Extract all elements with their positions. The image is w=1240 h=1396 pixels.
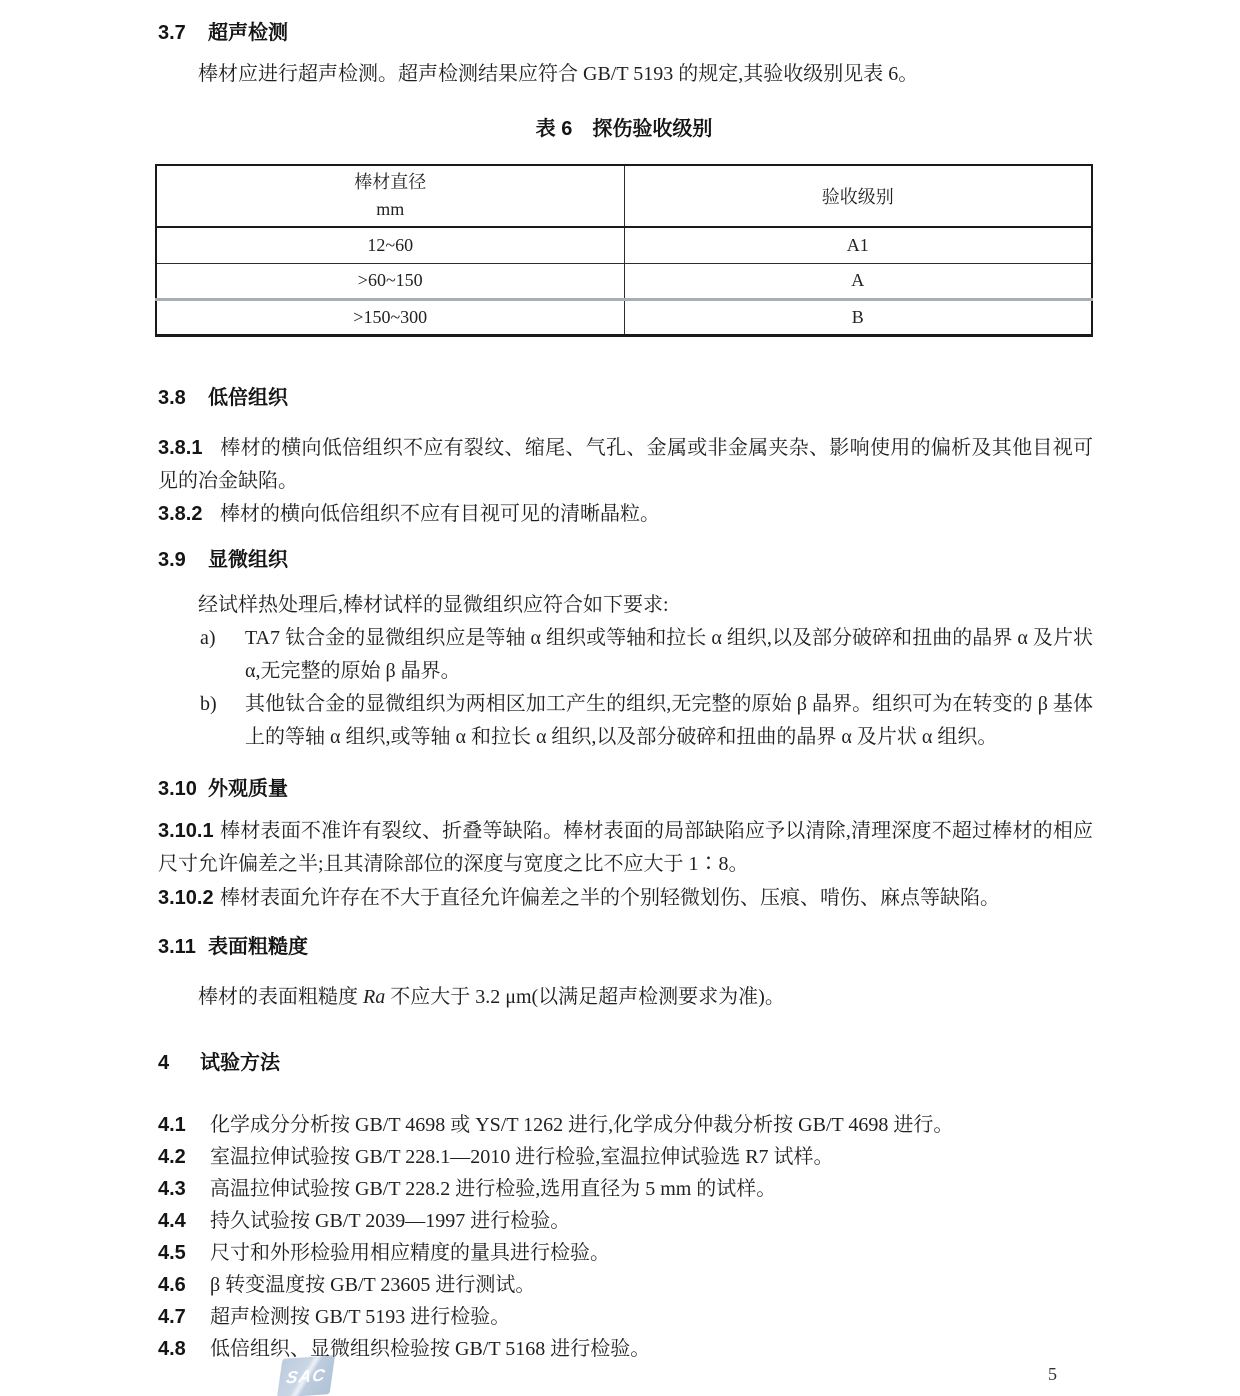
cell-grade: A1 (846, 234, 869, 255)
paragraph-3-9-intro: 经试样热处理后,棒材试样的显微组织应符合如下要求: (198, 594, 669, 616)
section-number: 3.8 (158, 387, 186, 409)
item-text: 棒材表面允许存在不大于直径允许偏差之半的个别轻微划伤、压痕、啃伤、麻点等缺陷。 (220, 887, 1000, 909)
section-number: 3.7 (158, 22, 186, 44)
item-text: 棒材的横向低倍组织不应有裂纹、缩尾、气孔、金属或非金属夹杂、影响使用的偏析及其他目视可见的冶金缺陷。 (158, 437, 1093, 492)
item-number: 4.8 (158, 1338, 186, 1360)
section-title: 超声检测 (208, 22, 288, 44)
item-text: 化学成分分析按 GB/T 4698 或 YS/T 1262 进行,化学成分仲裁分析按 GB/T 4698 进行。 (210, 1114, 954, 1136)
paragraph-4-5 (158, 1237, 1093, 1270)
item-text: 超声检测按 GB/T 5193 进行检验。 (210, 1306, 511, 1328)
paragraph-3-8-1 (158, 432, 1093, 498)
item-text: 室温拉伸试验按 GB/T 228.1—2010 进行检验,室温拉伸试验选 R7 试样。 (210, 1146, 834, 1168)
page-number: 5 (1048, 1364, 1057, 1384)
table-6 (155, 164, 1093, 337)
table-header-grade: 验收级别 (624, 165, 1092, 227)
section-number: 3.11 (158, 936, 196, 958)
item-number: 3.10.1 (158, 820, 214, 842)
item-number: 4.3 (158, 1178, 186, 1200)
list-item-b (200, 688, 1093, 754)
item-text: 高温拉伸试验按 GB/T 228.2 进行检验,选用直径为 5 mm 的试样。 (210, 1178, 777, 1200)
section-number: 3.9 (158, 549, 186, 571)
paragraph-4-4 (158, 1205, 1093, 1238)
paragraph-3-7: 棒材应进行超声检测。超声检测结果应符合 GB/T 5193 的规定,其验收级别见表 6。 (198, 63, 919, 85)
list-text: TA7 钛合金的显微组织应是等轴 α 组织或等轴和拉长 α 组织,以及部分破碎和扭曲的晶界 α 及片状 α,无完整的原始 β 晶界。 (245, 627, 1093, 682)
roughness-text-pre: 棒材的表面粗糙度 (198, 986, 363, 1008)
item-text: 棒材表面不准许有裂纹、折叠等缺陷。棒材表面的局部缺陷应予以清除,清理深度不超过棒材的相应尺寸允许偏差之半;且其清除部位的深度与宽度之比不应大于 1∶8。 (158, 820, 1093, 875)
section-number: 3.10 (158, 778, 197, 800)
paragraph-3-11 (158, 981, 1093, 1014)
section-number: 4 (158, 1052, 170, 1074)
item-text: 棒材的横向低倍组织不应有目视可见的清晰晶粒。 (220, 503, 660, 525)
item-number: 4.7 (158, 1306, 186, 1328)
table-row (156, 299, 1092, 335)
cell-grade: B (624, 299, 1092, 335)
paragraph-4-8 (158, 1333, 1093, 1366)
item-number: 4.6 (158, 1274, 186, 1296)
section-title: 试验方法 (200, 1052, 280, 1074)
item-text: β 转变温度按 GB/T 23605 进行测试。 (210, 1274, 536, 1296)
cell-grade: A (624, 263, 1092, 299)
paragraph-3-10-2 (158, 882, 1093, 915)
section-heading-3-7 (158, 16, 1093, 45)
table-row (156, 263, 1092, 299)
section-heading-3-10 (158, 772, 1093, 801)
list-marker: a) (200, 627, 216, 649)
paragraph-4-7 (158, 1301, 1093, 1334)
table-caption: 表 6 探伤验收级别 (535, 118, 713, 140)
section-title: 低倍组织 (208, 387, 288, 409)
item-number: 3.8.1 (158, 437, 203, 459)
sac-watermark-logo: SAC (277, 1355, 335, 1396)
item-number: 3.10.2 (158, 887, 214, 909)
cell-diameter: >60~150 (156, 263, 624, 299)
list-marker: b) (200, 693, 217, 715)
item-text: 低倍组织、显微组织检验按 GB/T 5168 进行检验。 (210, 1338, 651, 1360)
paragraph-4-1 (158, 1109, 1093, 1142)
roughness-symbol: Ra (363, 986, 386, 1008)
paragraph-4-2 (158, 1141, 1093, 1174)
paragraph-4-6 (158, 1269, 1093, 1302)
roughness-text-post: 不应大于 3.2 μm(以满足超声检测要求为准)。 (385, 986, 785, 1008)
item-text: 持久试验按 GB/T 2039—1997 进行检验。 (210, 1210, 571, 1232)
table-header-row (156, 165, 1092, 227)
paragraph-3-10-1 (158, 815, 1093, 881)
section-heading-4 (158, 1046, 1093, 1075)
section-title: 外观质量 (208, 778, 288, 800)
section-heading-3-11 (158, 930, 1093, 959)
section-title: 表面粗糙度 (208, 936, 308, 958)
header-diameter-label: 棒材直径 (354, 172, 427, 192)
item-number: 4.1 (158, 1114, 186, 1136)
item-number: 4.5 (158, 1242, 186, 1264)
paragraph-4-3 (158, 1173, 1093, 1206)
cell-diameter: 12~60 (156, 227, 624, 263)
section-title: 显微组织 (208, 549, 288, 571)
table-row (156, 227, 1092, 263)
cell-diameter: >150~300 (156, 299, 624, 335)
section-heading-3-9 (158, 543, 1093, 572)
item-text: 尺寸和外形检验用相应精度的量具进行检验。 (210, 1242, 610, 1264)
item-number: 3.8.2 (158, 503, 203, 525)
list-text: 其他钛合金的显微组织为两相区加工产生的组织,无完整的原始 β 晶界。组织可为在转变的 β 基体上的等轴 α 组织,或等轴 α 和拉长 α 组织,以及部分破碎和扭曲的晶界 α 及片状 α 组织。 (245, 693, 1093, 748)
paragraph-3-8-2 (158, 498, 1093, 531)
list-item-a (200, 622, 1093, 688)
item-number: 4.2 (158, 1146, 186, 1168)
header-diameter-unit: mm (376, 199, 405, 219)
item-number: 4.4 (158, 1210, 186, 1232)
section-heading-3-8 (158, 381, 1093, 410)
table-header-diameter (156, 165, 624, 227)
